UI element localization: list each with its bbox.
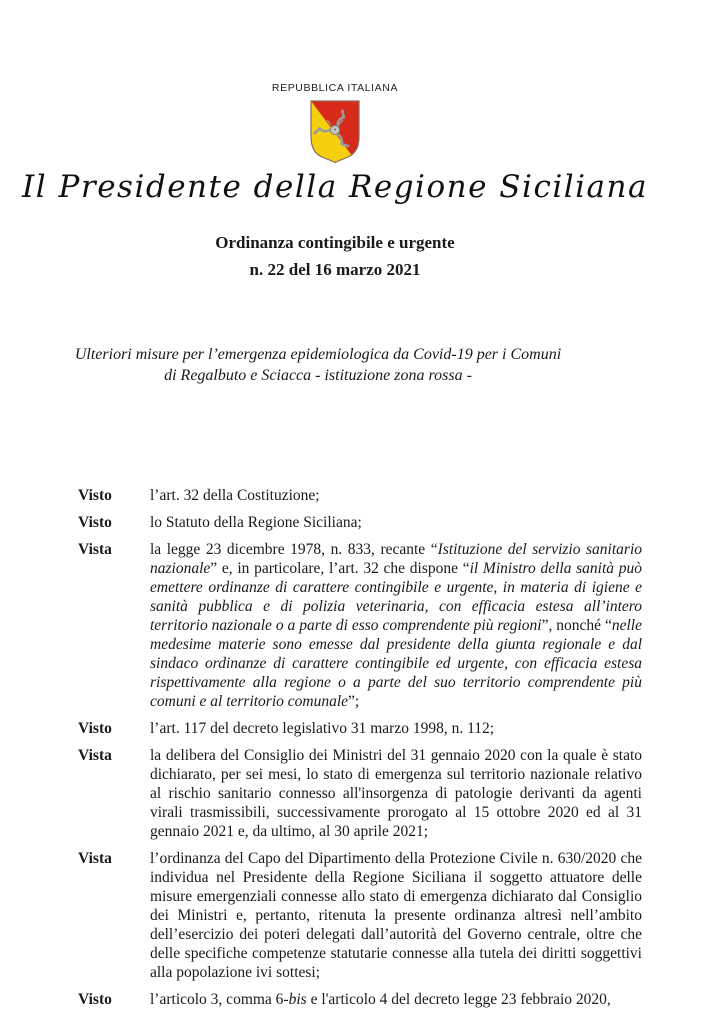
recital-label: Visto: [78, 514, 112, 531]
recital-text-run: l’art. 117 del decreto legislativo 31 marzo 1998, n. 112;: [150, 720, 495, 737]
recital-text-run: la legge 23 dicembre 1978, n. 833, recante “: [150, 541, 438, 558]
document-number: n. 22 del 16 marzo 2021: [249, 260, 421, 279]
recital-text: [150, 849, 642, 982]
recital-label: Vista: [78, 541, 112, 558]
recital-text-run: e l'articolo 4 del decreto legge 23 febbraio 2020,: [306, 991, 611, 1008]
recital-item: [78, 746, 644, 841]
recital-text: [150, 540, 642, 711]
recital-item: [78, 990, 644, 1009]
recital-text-run: ”, nonché “: [541, 617, 612, 634]
recital-text: [150, 486, 642, 505]
recital-text-run-italic: nelle medesime materie sono emesse dal presidente della giunta regionale e dal sindaco ordinanze di carattere contingibile ed urgente, con efficacia estesa rispettivamente alla regione o a parte del suo territorio comprendente più comuni e al territorio comunale: [150, 617, 642, 710]
recital-label: Visto: [78, 720, 112, 737]
recital-text-run: l’art. 32 della Costituzione;: [150, 487, 320, 504]
recital-item: [78, 849, 644, 982]
recitals-list: [78, 486, 644, 1009]
document-header: [0, 0, 670, 280]
recital-text-run: lo Statuto della Regione Siciliana;: [150, 514, 362, 531]
recital-text: [150, 513, 642, 532]
ordinance-subject: Ulteriori misure per l’emergenza epidemiologica da Covid-19 per i Comuni di Regalbuto e Sciacca - istituzione zona rossa -: [74, 346, 562, 384]
recital-text-run: l’ordinanza del Capo del Dipartimento della Protezione Civile n. 630/2020 che individua nel Presidente della Regione Siciliana il soggetto attuatore delle misure emergenziali connesse allo stato di emergenza dichiarato dal Consiglio dei Ministri e, pertanto, ritenuta la presente ordinanza altresì nell’ambito dell’esercizio dei poteri delegati dall’autorità del Governo centrale, oltre che delle specifiche competenze statutarie connesse alla tutela dei diritti soggettivi alla popolazione ivi sottesi;: [150, 850, 642, 981]
recital-text: [150, 990, 642, 1009]
recital-label: Vista: [78, 850, 112, 867]
recital-text-run: ” e, in particolare, l’art. 32 che dispone “: [210, 560, 470, 577]
recital-text-run: ”;: [348, 693, 360, 710]
recital-label: Vista: [78, 747, 112, 764]
recital-label: Visto: [78, 487, 112, 504]
recital-text-run: la delibera del Consiglio dei Ministri del 31 gennaio 2020 con la quale è stato dichiarato, per sei mesi, lo stato di emergenza sul territorio nazionale relativo al rischio sanitario connesso all'insorgenza di patologie derivanti da agenti virali trasmissibili, successivamente prorogato al 15 ottobre 2020 ed al 31 gennaio 2021 e, da ultimo, al 30 aprile 2021;: [150, 747, 642, 840]
emblem-container: [0, 99, 670, 165]
recital-text-run: l’articolo 3, comma 6-: [150, 991, 289, 1008]
recital-text: [150, 719, 642, 738]
subject-block: [0, 344, 636, 386]
recital-item: [78, 513, 644, 532]
document-type-title: Ordinanza contingibile e urgente: [215, 233, 455, 252]
recital-label: Visto: [78, 991, 112, 1008]
republic-label: REPUBBLICA ITALIANA: [271, 82, 399, 94]
recital-text: [150, 746, 642, 841]
recital-item: [78, 719, 644, 738]
recital-item: [78, 486, 644, 505]
recital-text-run-italic: il Ministro della sanità può emettere ordinanze di carattere contingibile e urgente, in materia di igiene e sanità pubblica e di polizia veterinaria, con efficacia estesa all’intero territorio nazionale o a parte di esso comprendente più regioni: [150, 560, 643, 634]
letterhead-script-title: Il Presidente della Regione Siciliana: [22, 169, 648, 205]
sicilian-coat-of-arms-icon: [308, 99, 362, 165]
recital-text-run-italic: Istituzione del servizio sanitario nazionale: [150, 541, 643, 577]
recital-item: [78, 540, 644, 711]
recital-text-run-italic: bis: [288, 991, 307, 1008]
